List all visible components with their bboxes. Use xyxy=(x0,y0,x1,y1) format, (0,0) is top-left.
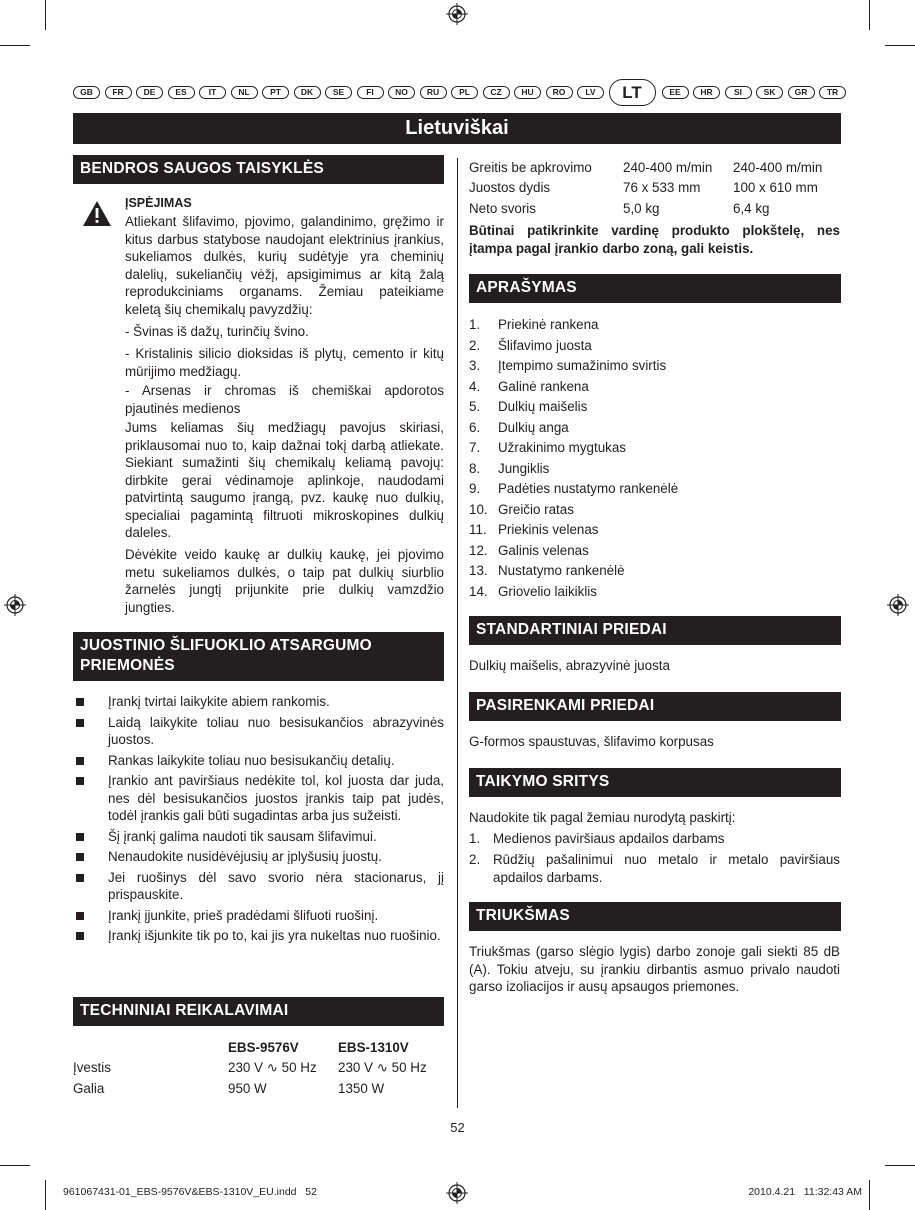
item-text: Medienos paviršiaus apdailos darbams xyxy=(493,831,725,846)
language-bar xyxy=(73,79,843,107)
page-number: 52 xyxy=(450,1120,465,1135)
item-text: Užrakinimo mygtukas xyxy=(498,440,626,455)
warning-title: ĮSPĖJIMAS xyxy=(125,196,192,210)
model-b-label: EBS-1310V xyxy=(338,1040,409,1055)
parts-list-item xyxy=(469,479,841,500)
crop-mark xyxy=(0,1165,30,1166)
item-number: 1. xyxy=(469,831,481,846)
section-heading-belt-sander-safety xyxy=(73,632,444,681)
noise-text: Triukšmas (garso slėgio lygis) darbo zonoje gali siekti 85 dB (A). Tokiu atveju, su įrankiu dirbantis asmuo privalo naudoti garso izoliacijos ir ausų apsaugos priemones. xyxy=(469,944,840,994)
language-tab-pt[interactable]: PT xyxy=(262,86,289,99)
section-heading-general-safety: BENDROS SAUGOS TAISYKLĖS xyxy=(73,155,444,184)
parts-list-item xyxy=(469,500,841,521)
item-text: Greičio ratas xyxy=(498,501,574,517)
spec-row xyxy=(73,1057,444,1078)
page-title: Lietuviškai xyxy=(73,113,841,144)
section-heading-standard-accessories: STANDARTINIAI PRIEDAI xyxy=(469,616,841,645)
spec-value: 230 V ∿ 50 Hz xyxy=(338,1060,427,1075)
application-item xyxy=(469,851,840,886)
crop-mark xyxy=(869,0,870,30)
spec-value: 1350 W xyxy=(338,1081,385,1096)
parts-list-item xyxy=(469,356,841,377)
heading-line: JUOSTINIO ŠLIFUOKLIO ATSARGUMO xyxy=(80,637,372,654)
warning-icon xyxy=(82,200,112,227)
model-a-label: EBS-9576V xyxy=(228,1040,299,1055)
language-tab-ro[interactable]: RO xyxy=(546,86,573,99)
spec-value: 100 x 610 mm xyxy=(733,180,818,195)
safety-list-text: Įrankį išjunkite tik po to, kai jis yra nukeltas nuo ruošinio. xyxy=(108,928,441,943)
language-tab-hr[interactable]: HR xyxy=(693,86,720,99)
warning-paragraph: Jums keliamas šių medžiagų pavojus skiriasi, priklausomai nuo to, kaip dažnai tokį darbą atliekate. Siekiant sumažinti šių chemikalų keliamą pavojų: dirbkite gerai vėdinamoje aplinkoje, naudodami patvirtintą saugumo įrangą, pvz. kaukę nuo dulkių, specialiai pagamintą filtruoti mikroskopines dulkių daleles. xyxy=(125,420,444,540)
item-number: 2. xyxy=(469,337,481,353)
language-tab-se[interactable]: SE xyxy=(325,86,352,99)
square-bullet-icon xyxy=(76,777,84,785)
language-tab-ee[interactable]: EE xyxy=(662,86,689,99)
item-text: Šlifavimo juosta xyxy=(498,337,592,353)
section-heading-technical: TECHNINIAI REIKALAVIMAI xyxy=(73,997,444,1026)
language-tab-dk[interactable]: DK xyxy=(294,86,321,99)
square-bullet-icon xyxy=(76,757,84,765)
spec-value: 6,4 kg xyxy=(733,201,770,216)
crop-mark xyxy=(869,1180,870,1210)
safety-list-item xyxy=(73,714,444,749)
parts-list-item xyxy=(469,315,841,336)
registration-mark-icon xyxy=(446,1182,468,1204)
square-bullet-icon xyxy=(76,698,84,706)
parts-list-item xyxy=(469,418,841,439)
language-tab-no[interactable]: NO xyxy=(388,86,415,99)
safety-list-item xyxy=(73,693,444,711)
safety-list-text: Nenaudokite nusidėvėjusių ar įplyšusių juostų. xyxy=(108,849,382,864)
safety-list-item xyxy=(73,848,444,866)
section-heading-noise: TRIUKŠMAS xyxy=(469,902,841,931)
item-text: Priekinis velenas xyxy=(498,522,599,537)
warning-bullet: - Švinas iš dažų, turinčių švino. xyxy=(125,324,309,339)
parts-list-item xyxy=(469,438,841,459)
safety-list-item xyxy=(73,752,444,770)
crop-mark xyxy=(885,1165,915,1166)
square-bullet-icon xyxy=(76,874,84,882)
item-number: 13. xyxy=(469,563,488,578)
language-tab-gr[interactable]: GR xyxy=(788,86,815,99)
optional-accessories-text: G-formos spaustuvas, šlifavimo korpusas xyxy=(469,734,714,749)
item-number: 11. xyxy=(469,522,487,537)
item-number: 7. xyxy=(469,440,481,455)
standard-accessories-text: Dulkių maišelis, abrazyvinė juosta xyxy=(469,658,670,673)
parts-list-item xyxy=(469,459,841,480)
warning-bullet: - Kristalinis silicio dioksidas iš plytų, cemento ir kitų mūrijimo medžiagų. xyxy=(125,346,444,379)
language-tab-de[interactable]: DE xyxy=(136,86,163,99)
language-tab-es[interactable]: ES xyxy=(168,86,195,99)
language-tab-fr[interactable]: FR xyxy=(105,86,132,99)
item-number: 9. xyxy=(469,481,481,496)
item-text: Rūdžių pašalinimui nuo metalo ir metalo paviršiaus apdailos darbams. xyxy=(493,852,840,885)
item-number: 3. xyxy=(469,358,481,373)
spec-value: 230 V ∿ 50 Hz xyxy=(228,1060,317,1075)
safety-list-item xyxy=(73,927,444,945)
registration-mark-icon xyxy=(4,594,26,616)
item-text: Įtempimo sumažinimo svirtis xyxy=(498,358,667,373)
safety-list-text: Šį įrankį galima naudoti tik sausam šlifavimui. xyxy=(108,828,377,844)
applications-intro: Naudokite tik pagal žemiau nurodytą paskirtį: xyxy=(469,810,736,825)
item-text: Priekinė rankena xyxy=(498,317,599,332)
safety-list-item xyxy=(73,828,444,846)
language-tab-gb[interactable]: GB xyxy=(73,86,100,99)
item-number: 5. xyxy=(469,399,481,414)
spec-row xyxy=(469,198,841,219)
spec-label: Galia xyxy=(73,1081,105,1096)
crop-mark xyxy=(45,0,46,30)
crop-mark xyxy=(0,45,30,46)
language-tab-tr[interactable]: TR xyxy=(819,86,846,99)
language-tab-it[interactable]: IT xyxy=(199,86,226,99)
parts-list-item xyxy=(469,582,841,603)
item-text: Galinė rankena xyxy=(498,378,589,394)
section-heading-applications: TAIKYMO SRITYS xyxy=(469,768,841,797)
language-tab-ru[interactable]: RU xyxy=(420,86,447,99)
parts-list-item xyxy=(469,397,841,418)
footer-timestamp: 2010.4.21 11:32:43 AM xyxy=(748,1186,862,1198)
safety-list-text: Įrankį įjunkite, prieš pradėdami šlifuoti ruošinį. xyxy=(108,907,379,923)
language-tab-sk[interactable]: SK xyxy=(756,86,783,99)
parts-list-item xyxy=(469,541,841,562)
language-tab-nl[interactable]: NL xyxy=(231,86,258,99)
item-number: 12. xyxy=(469,542,488,558)
language-tab-cz[interactable]: CZ xyxy=(483,86,510,99)
section-heading-optional-accessories: PASIRENKAMI PRIEDAI xyxy=(469,692,841,721)
registration-mark-icon xyxy=(446,3,468,25)
safety-list-text: Rankas laikykite toliau nuo besisukančių detalių. xyxy=(108,752,395,768)
language-tab-lt[interactable]: LT xyxy=(609,79,656,106)
footer-file-name: 961067431-01_EBS-9576V&EBS-1310V_EU.indd 52 xyxy=(63,1186,317,1198)
item-number: 14. xyxy=(469,583,488,599)
registration-mark-icon xyxy=(887,594,909,616)
item-number: 10. xyxy=(469,501,488,517)
language-tab-hu[interactable]: HU xyxy=(514,86,541,99)
column-divider xyxy=(457,158,458,1108)
spec-row xyxy=(469,157,841,178)
application-item xyxy=(469,830,840,848)
heading-line: PRIEMONĖS xyxy=(80,657,175,674)
safety-list-item xyxy=(73,907,444,925)
spec-row xyxy=(469,177,841,198)
safety-list-text: Jei ruošinys dėl savo svorio nėra stacionarus, jį prispauskite. xyxy=(108,869,444,902)
spec-value: 76 x 533 mm xyxy=(623,180,701,195)
spec-label: Įvestis xyxy=(73,1060,111,1075)
safety-list-text: Įrankio ant paviršiaus nedėkite tol, kol juosta dar juda, nes dėl besisukančios juostos įrankis taip pat judės, todėl įrankis gali būti sugadintas arba jus sužeisti. xyxy=(108,773,444,823)
crop-mark xyxy=(45,1180,46,1210)
item-text: Dulkių maišelis xyxy=(498,399,588,414)
item-text: Dulkių anga xyxy=(498,419,569,435)
parts-list xyxy=(469,315,841,602)
square-bullet-icon xyxy=(76,719,84,727)
safety-list-text: Įrankį tvirtai laikykite abiem rankomis. xyxy=(108,694,330,709)
spec-label: Greitis be apkrovimo xyxy=(469,160,592,175)
spec-value: 950 W xyxy=(228,1081,267,1096)
square-bullet-icon xyxy=(76,912,84,920)
language-tab-fi[interactable]: FI xyxy=(357,86,384,99)
item-number: 8. xyxy=(469,460,481,476)
parts-list-item xyxy=(469,520,841,541)
item-number: 4. xyxy=(469,378,481,394)
spec-note: Būtinai patikrinkite vardinę produkto plokštelę, nes įtampa pagal įrankio darbo zoną, gali keistis. xyxy=(469,223,840,256)
item-text: Galinis velenas xyxy=(498,542,589,558)
item-number: 6. xyxy=(469,419,481,435)
item-text: Griovelio laikiklis xyxy=(498,583,597,599)
spec-value: 240-400 m/min xyxy=(733,160,823,175)
safety-list-text: Laidą laikykite toliau nuo besisukančios abrazyvinės juostos. xyxy=(108,714,444,747)
parts-list-item xyxy=(469,377,841,398)
safety-list-item xyxy=(73,772,444,825)
parts-list-item xyxy=(469,336,841,357)
spec-value: 5,0 kg xyxy=(623,201,660,216)
parts-list-item xyxy=(469,561,841,582)
language-tab-pl[interactable]: PL xyxy=(451,86,478,99)
item-number: 2. xyxy=(469,852,481,867)
spec-header-row xyxy=(73,1037,444,1058)
spec-label: Juostos dydis xyxy=(469,180,551,195)
item-text: Nustatymo rankenėlė xyxy=(498,563,625,578)
square-bullet-icon xyxy=(76,932,84,940)
warning-paragraph: Atliekant šlifavimo, pjovimo, galandinimo, gręžimo ir kitus darbus statybose naudojant elektrinius įrankius, sukeliamos dulkės, kurių sudėtyje yra cheminių dalelių, sukeliančių vėžį, apsigimimus ar kitą žalą reprodukciniams organams. Žemiau pateikiame keletą šių chemikalų pavyzdžių: xyxy=(125,214,444,317)
item-text: Jungiklis xyxy=(498,460,550,476)
square-bullet-icon xyxy=(76,833,84,841)
item-number: 1. xyxy=(469,317,481,332)
warning-paragraph: Dėvėkite veido kaukę ar dulkių kaukę, jei pjovimo metu sukeliamos dulkės, o taip pat dulkių siurblio žarnelės jungtį prijunkite prie dulkių vamzdžio jungties. xyxy=(125,547,444,615)
section-heading-description: APRAŠYMAS xyxy=(469,274,841,303)
item-text: Padėties nustatymo rankenėlė xyxy=(498,481,679,496)
spec-label: Neto svoris xyxy=(469,201,536,216)
safety-list-item xyxy=(73,869,444,904)
square-bullet-icon xyxy=(76,853,84,861)
language-tab-lv[interactable]: LV xyxy=(577,86,604,99)
language-tab-si[interactable]: SI xyxy=(725,86,752,99)
spec-row xyxy=(73,1078,444,1099)
safety-list xyxy=(73,693,444,945)
crop-mark xyxy=(885,45,915,46)
warning-bullet: - Arsenas ir chromas iš chemiškai apdorotos pjautinės medienos xyxy=(125,383,444,416)
spec-value: 240-400 m/min xyxy=(623,160,713,175)
